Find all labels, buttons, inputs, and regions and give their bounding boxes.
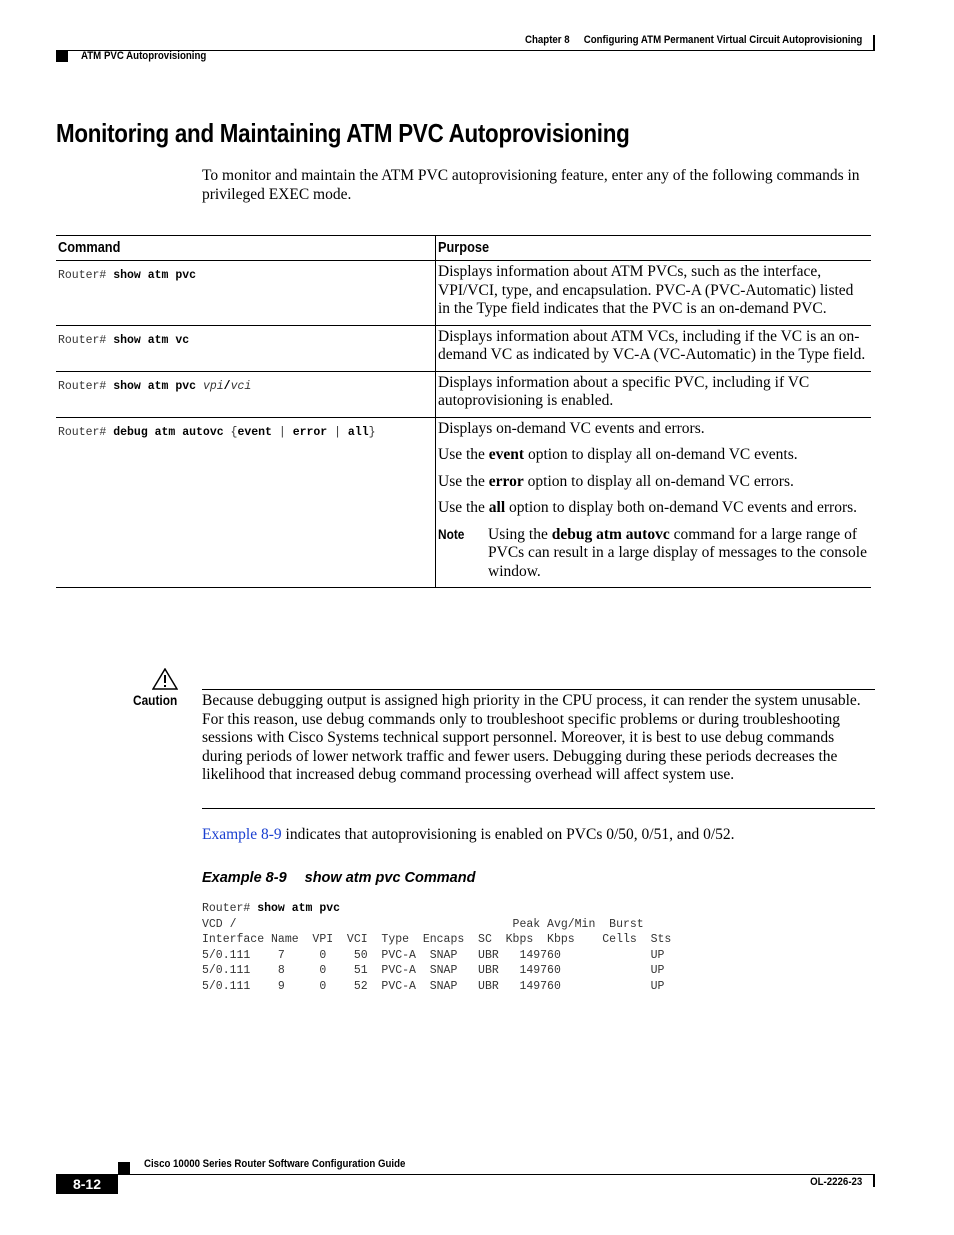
purpose-paragraph: Use the all option to display both on-demand VC events and errors. bbox=[438, 499, 858, 516]
footer-block-marker bbox=[118, 1162, 130, 1174]
header-vertical-rule bbox=[873, 35, 875, 51]
running-header-chapter bbox=[525, 34, 862, 46]
command-keyword: show atm vc bbox=[113, 333, 190, 347]
code-output: VCD / Peak Avg/Min Burst Interface Name VPI VCI Type Encaps SC Kbps Kbps Cells Sts 5/0.111 7 0 50 PVC-A SNAP UBR 149760 UP 5/0.111 8 0 51 PVC-A SNAP UBR 149760 UP 5/0.111 9 0 52 PVC-A SNAP UBR 149760 UP bbox=[202, 917, 672, 993]
example-reference-paragraph: Example 8-9 indicates that autoprovisioning is enabled on PVCs 0/50, 0/51, and 0/52. bbox=[202, 826, 735, 843]
caution-text: Because debugging output is assigned high priority in the CPU process, it can render the system unusable. For this reason, use debug commands only to troubleshoot specific problems or during troubleshooting sessions with Cisco Systems technical support personnel. Moreover, it is best to use debug commands during periods of lower network traffic and fewer users. Debugging during these periods decreases the likelihood that increased debug command processing overhead will affect system use. bbox=[202, 692, 861, 784]
code-command: show atm pvc bbox=[257, 902, 341, 915]
table-row bbox=[56, 325, 871, 371]
footer-vertical-rule bbox=[873, 1175, 875, 1187]
caution-warning-icon bbox=[152, 668, 178, 690]
table-header-row bbox=[56, 236, 871, 261]
option-event: event bbox=[237, 425, 272, 439]
command-cell: Router# debug atm autovc {event | error | all} bbox=[56, 417, 436, 588]
page-title: Monitoring and Maintaining ATM PVC Autoprovisioning bbox=[56, 118, 630, 148]
command-argument-vpi: vpi bbox=[202, 379, 224, 393]
example-caption bbox=[202, 870, 475, 886]
example-link[interactable]: Example 8-9 bbox=[202, 826, 282, 843]
command-argument-vci: vci bbox=[230, 379, 252, 393]
chapter-title: Configuring ATM Permanent Virtual Circuit Autoprovisioning bbox=[583, 34, 862, 46]
purpose-cell bbox=[436, 417, 872, 588]
document-id: OL-2226-23 bbox=[809, 1176, 862, 1188]
table-row bbox=[56, 371, 871, 417]
option-all: all bbox=[347, 425, 369, 439]
running-header-section: ATM PVC Autoprovisioning bbox=[81, 50, 207, 62]
caution-rule-bottom bbox=[202, 808, 875, 809]
purpose-cell: Displays information about ATM VCs, including if the VC is an on-demand VC as indicated by VC-A (VC-Automatic) in the Type field. bbox=[436, 325, 872, 371]
header-block-marker bbox=[56, 50, 68, 62]
code-example: Router# show atm pvc VCD / Peak Avg/Min Burst Interface Name VPI VCI Type Encaps SC Kbps Kbps Cells Sts 5/0.111 7 0 50 PVC-A SNAP UBR 149760 UP 5/0.111 8 0 51 PVC-A SNAP UBR 149760 UP 5/0.111 9 0 52 PVC-A SNAP UBR 149760 UP bbox=[202, 902, 672, 993]
note-text: Using the debug atm autovc command for a large range of PVCs can result in a large display of messages to the console window. bbox=[488, 525, 867, 580]
purpose-cell: Displays information about ATM PVCs, such as the interface, VPI/VCI, type, and encapsulation. PVC-A (PVC-Automatic) listed in the Type field indicates that the PVC is an on-demand PVC. bbox=[436, 261, 872, 326]
chapter-number: Chapter 8 bbox=[524, 34, 570, 46]
purpose-paragraph: Use the event option to display all on-demand VC events. bbox=[438, 446, 798, 463]
command-cell: Router# show atm pvc vpi/vci bbox=[56, 371, 436, 417]
example-title: show atm pvc Command bbox=[304, 870, 476, 886]
footer-rule bbox=[56, 1174, 875, 1175]
command-cell: Router# show atm pvc bbox=[56, 261, 436, 326]
command-table bbox=[56, 235, 871, 588]
command-keyword: show atm pvc bbox=[113, 269, 197, 282]
command-cell: Router# show atm vc bbox=[56, 325, 436, 371]
caution-rule-top bbox=[202, 689, 875, 690]
footer-guide-title: Cisco 10000 Series Router Software Configuration Guide bbox=[144, 1158, 406, 1170]
column-header-command: Command bbox=[56, 236, 436, 261]
caution-label: Caution bbox=[133, 693, 178, 708]
example-number: Example 8-9 bbox=[202, 870, 287, 886]
column-header-purpose: Purpose bbox=[436, 236, 872, 261]
purpose-paragraph: Displays on-demand VC events and errors. bbox=[438, 419, 705, 437]
option-error: error bbox=[292, 425, 328, 439]
table-row bbox=[56, 261, 871, 326]
note-box bbox=[438, 526, 869, 582]
table-row bbox=[56, 417, 871, 588]
command-keyword: debug atm autovc bbox=[113, 425, 224, 439]
note-label: Note bbox=[438, 526, 465, 542]
intro-paragraph: To monitor and maintain the ATM PVC autoprovisioning feature, enter any of the following commands in privileged EXEC mode. bbox=[202, 167, 860, 203]
page-number: 8-12 bbox=[56, 1175, 118, 1194]
argument-separator: / bbox=[223, 379, 231, 393]
command-keyword: show atm pvc bbox=[113, 379, 197, 393]
purpose-paragraph: Use the error option to display all on-demand VC errors. bbox=[438, 472, 794, 490]
purpose-cell: Displays information about a specific PVC, including if VC autoprovisioning is enabled. bbox=[436, 371, 872, 417]
